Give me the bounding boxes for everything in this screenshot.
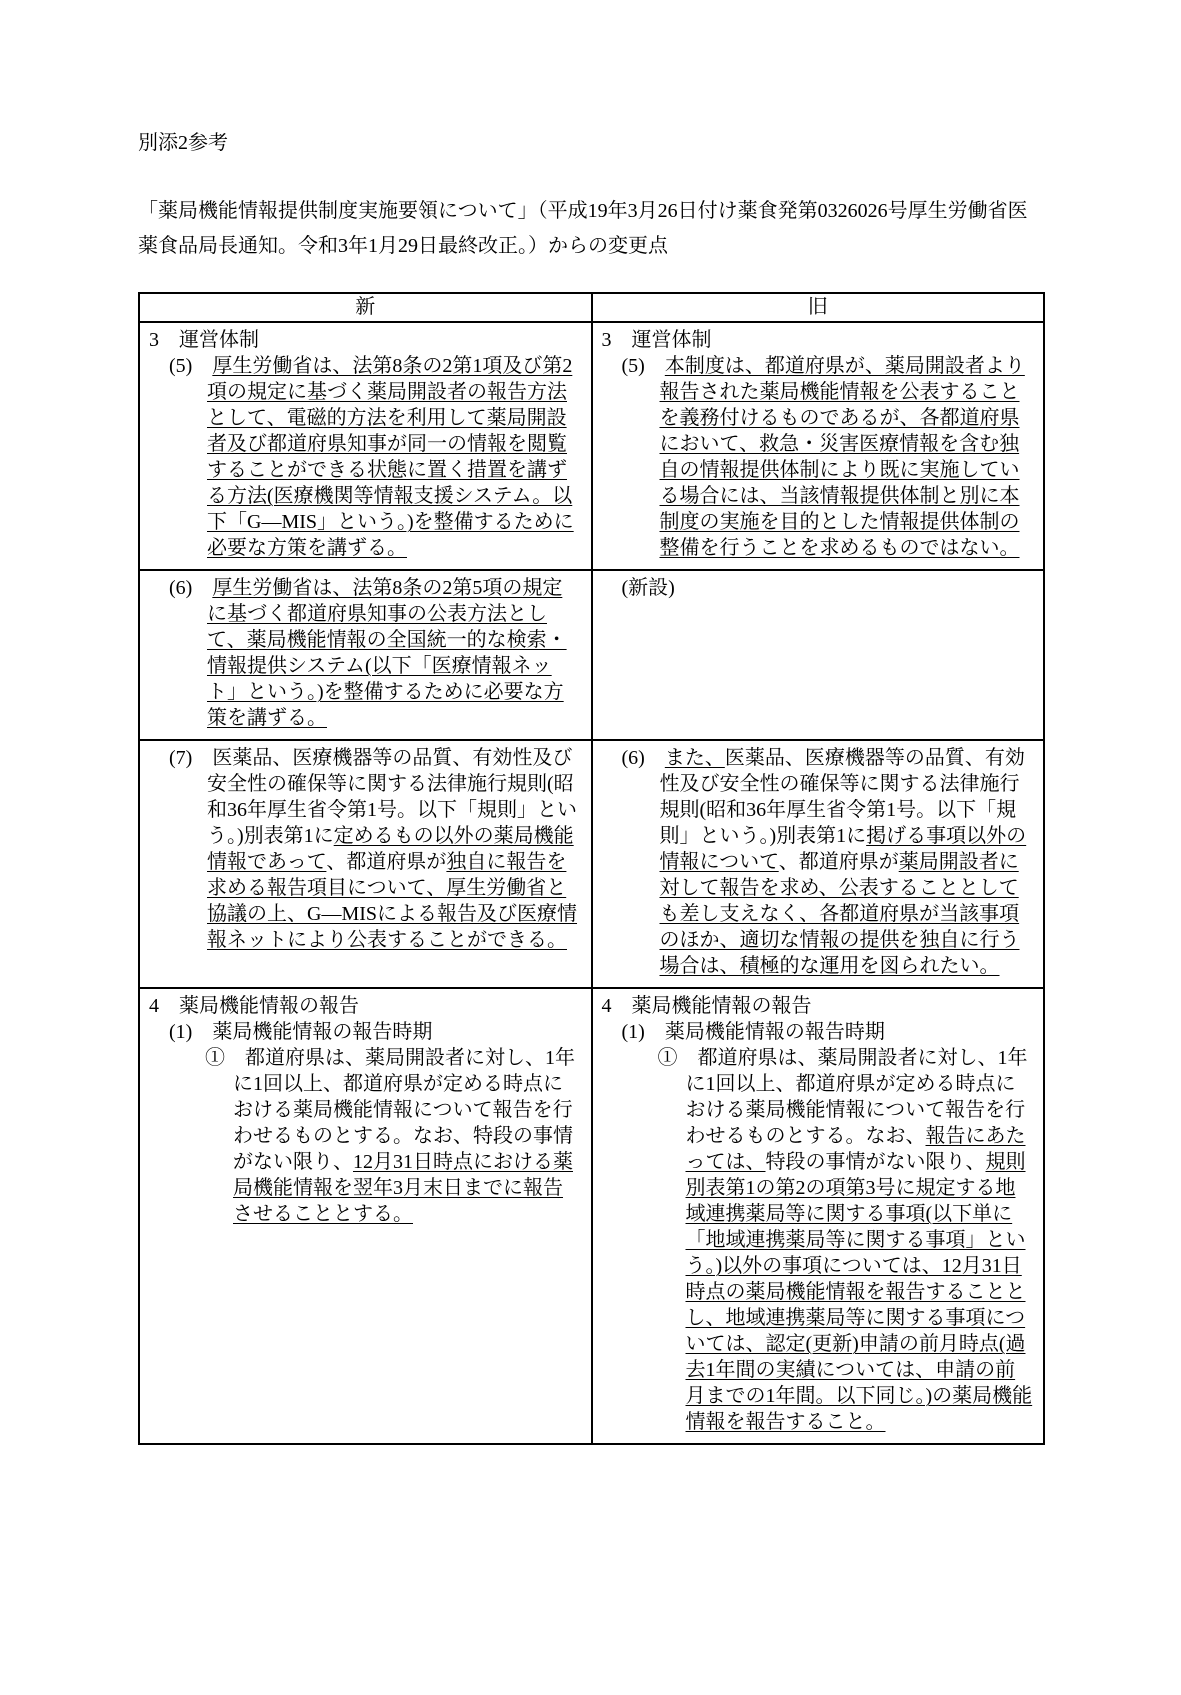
changed-text: 12月31日時点における薬局機能情報を翌年3月末日までに報告させることとする。 — [233, 1151, 573, 1225]
changed-text: 定めるもの以外の薬局機能情報であって — [207, 825, 574, 873]
table-row — [139, 988, 1044, 1444]
text: 医薬品、医療機器等の品質、有効性及び安全性の確保等に関する法律施行規則(昭和36年厚生省令第1号。以下「規則」という。)別表第1に — [659, 747, 1025, 847]
changed-text: 規則別表第1の第2の項第3号に規定する地域連携薬局等に関する事項(以下単に「地域連携薬局等に関する事項」という。)以外の事項については、12月31日時点の薬局機能情報を報告することとし、地域連携薬局等に関する事項については、認定(更新)申請の前月時点(過去1年間の実績については、申請の前月までの1年間。以下同じ。)の薬局機能情報を報告すること。 — [685, 1151, 1033, 1433]
cell-new — [139, 322, 592, 570]
paragraph — [149, 993, 582, 1019]
comparison-table — [138, 292, 1045, 1445]
paragraph — [602, 327, 1035, 353]
paragraph — [602, 1045, 1035, 1435]
cell-old — [592, 988, 1045, 1444]
paragraph — [602, 575, 1035, 601]
paragraph — [149, 745, 582, 953]
cell-old — [592, 570, 1045, 740]
table-body — [139, 322, 1044, 1444]
cell-new — [139, 570, 592, 740]
changed-text: 掲げる事項以外の情報について — [659, 825, 1027, 873]
cell-new — [139, 740, 592, 988]
text: 、都道府県が — [326, 851, 447, 873]
paragraph — [149, 1019, 582, 1045]
table-header — [139, 293, 1044, 322]
text: (1) 薬局機能情報の報告時期 — [621, 1021, 885, 1043]
text: (6) — [621, 747, 665, 769]
cell-old — [592, 322, 1045, 570]
changed-text: また、 — [664, 747, 725, 769]
column-header-new: 新 — [139, 293, 592, 322]
intro-paragraph: 「薬局機能情報提供制度実施要領について」（平成19年3月26日付け薬食発第0326026号厚生労働省医薬食品局長通知。令和3年1月29日最終改正。）からの変更点 — [138, 200, 1028, 257]
changed-text: 報告にあたっては、 — [685, 1125, 1026, 1173]
paragraph — [149, 327, 582, 353]
text: ① 都道府県は、薬局開設者に対し、1年に1回以上、都道府県が定める時点における薬局機能情報について報告を行わせるものとする。なお、 — [657, 1047, 1028, 1147]
text: ① 都道府県は、薬局開設者に対し、1年に1回以上、都道府県が定める時点における薬局機能情報について報告を行わせるものとする。なお、特段の事情がない限り、 — [205, 1047, 575, 1173]
text: 、都道府県が — [778, 851, 899, 873]
paragraph — [602, 353, 1035, 561]
changed-text: 薬局開設者に対して報告を求め、公表することとしても差し支えなく、各都道府県が当該事項のほか、適切な情報の提供を独自に行う場合は、積極的な運用を図られたい。 — [659, 851, 1020, 977]
changed-text: 厚生労働省は、法第8条の2第1項及び第2項の規定に基づく薬局開設者の報告方法として、電磁的方法を利用して薬局開設者及び都道府県知事が同一の情報を閲覧することができる状態に置く措置を講ずる方法(医療機関等情報支援システム。以下「G―MIS」という。)を整備するために必要な方策を講ずる。 — [207, 355, 574, 559]
text: 3 運営体制 — [149, 329, 259, 351]
cell-new — [139, 988, 592, 1444]
paragraph — [149, 1045, 582, 1227]
table-row — [139, 570, 1044, 740]
changed-text: 厚生労働省は、法第8条の2第5項の規定に基づく都道府県知事の公表方法として、薬局機能情報の全国統一的な検索・情報提供システム(以下「医療情報ネット」という。)を整備するために必要な方策を講ずる。 — [207, 577, 567, 729]
paragraph — [149, 353, 582, 561]
paragraph — [149, 575, 582, 731]
column-header-old: 旧 — [592, 293, 1045, 322]
text: 3 運営体制 — [601, 329, 712, 351]
text: (5) — [169, 355, 213, 377]
header-row — [139, 293, 1044, 322]
changed-text: 独自に報告を求める報告項目について、厚生労働省と協議の上、G―MISによる報告及び医療情報ネットにより公表することができる。 — [207, 851, 578, 951]
text: (新設) — [621, 577, 675, 599]
attachment-label: 別添2参考 — [138, 132, 228, 154]
cell-old — [592, 740, 1045, 988]
text: 4 薬局機能情報の報告 — [601, 995, 812, 1017]
table-row — [139, 740, 1044, 988]
changed-text: 本制度は、都道府県が、薬局開設者より報告された薬局機能情報を公表することを義務付けるものであるが、各都道府県において、救急・災害医療情報を含む独自の情報提供体制により既に実施している場合には、当該情報提供体制と別に本制度の実施を目的とした情報提供体制の整備を行うことを求めるものではない。 — [659, 355, 1025, 559]
text: 4 薬局機能情報の報告 — [149, 995, 359, 1017]
paragraph — [602, 993, 1035, 1019]
text: (6) — [169, 577, 213, 599]
text: (7) 医薬品、医療機器等の品質、有効性及び安全性の確保等に関する法律施行規則(昭和36年厚生省令第1号。以下「規則」という。)別表第1に — [169, 747, 577, 847]
table-row — [139, 322, 1044, 570]
paragraph — [602, 745, 1035, 979]
text: (5) — [621, 355, 665, 377]
paragraph — [602, 1019, 1035, 1045]
text: (1) 薬局機能情報の報告時期 — [169, 1021, 433, 1043]
text: 特段の事情がない限り、 — [765, 1151, 986, 1173]
